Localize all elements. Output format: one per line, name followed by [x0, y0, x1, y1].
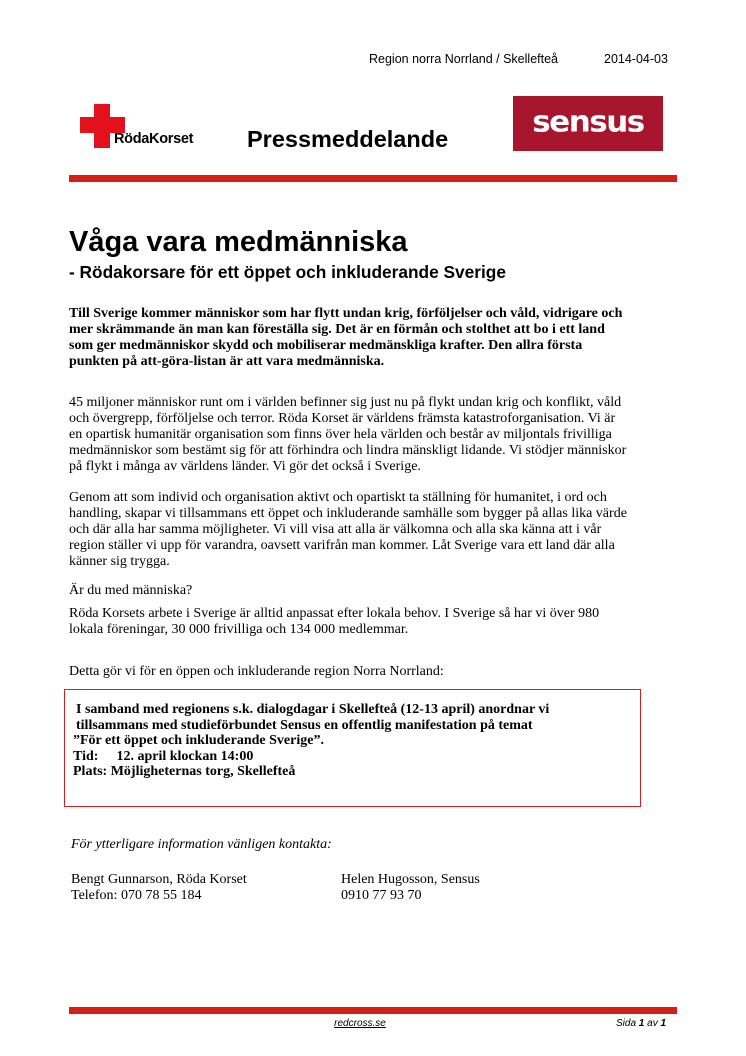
event-place-label: Plats: [73, 764, 108, 779]
text-line: handling, skapar vi tillsammans ett öppet och inkluderande samhälle som bygger på allas lika värde [69, 506, 627, 521]
roda-korset-wordmark: RödaKorset [114, 131, 194, 147]
body-paragraph [69, 490, 689, 570]
text-line: på flykt i många av världens länder. Vi gör det också i Sverige. [69, 459, 421, 474]
contact-phone: 0910 77 93 70 [341, 888, 422, 903]
question-line: Är du med människa? [69, 583, 193, 598]
sensus-logo [513, 96, 663, 151]
text-line: som ger medmänniskor skydd och mobiliserar medmänskliga krafter. Den allra första [69, 338, 583, 353]
body-paragraph [69, 606, 689, 638]
event-place [73, 764, 549, 780]
page-current: 1 [638, 1018, 645, 1029]
date-label: 2014-04-03 [604, 52, 668, 66]
contact-name: Helen Hugosson, Sensus [341, 872, 480, 887]
page-prefix: Sida [616, 1018, 639, 1029]
text-line: mer skrämmande än man kan föreställa sig. Det är en förmån och stolthet att bo i ett land [69, 322, 605, 337]
text-line: 45 miljoner människor runt om i världen befinner sig just nu på flykt undan krig och konflikt, våld [69, 395, 622, 410]
contact-card [71, 872, 247, 904]
sensus-wordmark: sensus [532, 104, 644, 139]
text-line: punkten på att-göra-listan är att vara medmänniska. [69, 354, 385, 369]
contact-card [341, 872, 480, 904]
header-divider [69, 175, 677, 182]
event-time-value: 12. april klockan 14:00 [116, 748, 254, 764]
roda-korset-logo [78, 102, 208, 152]
text-line: och där alla har samma möjligheter. Vi vill visa att alla är välkomna och alla ska känna att i vår [69, 522, 602, 537]
article-title: Våga vara medmänniska [69, 226, 408, 258]
event-time-label: Tid: [73, 748, 99, 764]
text-line: Genom att som individ och organisation aktivt och opartiskt ta ställning för humanitet, i ord och [69, 490, 607, 505]
website-link[interactable]: redcross.se [334, 1018, 386, 1029]
contact-name: Bengt Gunnarson, Röda Korset [71, 872, 247, 887]
text-line: och övergrepp, förföljelse och terror. Röda Korset är världens främsta katastroforganisation. Vi är [69, 411, 616, 426]
text-line: medmänniskor som bestämt sig för att förhindra och lindra mänskligt lidande. Vi stödjer människor [69, 443, 627, 458]
page-total: 1 [660, 1018, 667, 1029]
header-meta [0, 52, 746, 70]
page-number [616, 1018, 666, 1029]
event-line: ”För ett öppet och inkluderande Sverige”. [73, 733, 324, 748]
event-intro: Detta gör vi för en öppen och inkluderande region Norra Norrland: [69, 664, 444, 679]
page-sep: av [644, 1018, 661, 1029]
text-line: Till Sverige kommer människor som har flytt undan krig, förföljelser och våld, vidrigare och [69, 306, 623, 321]
text-line: en opartisk humanitär organisation som finns över hela världen och består av miljontals frivilliga [69, 427, 612, 442]
article-subtitle: - Rödakorsare för ett öppet och inkluderande Sverige [69, 262, 506, 282]
text-line: lokala föreningar, 30 000 frivilliga och 134 000 medlemmar. [69, 622, 409, 637]
event-place-value: Möjligheternas torg, Skellefteå [110, 764, 296, 779]
press-release-title: Pressmeddelande [247, 126, 449, 152]
event-line: tillsammans med studieförbundet Sensus en offentlig manifestation på temat [76, 717, 533, 733]
contact-intro: För ytterligare information vänligen kontakta: [71, 837, 332, 852]
event-line: I samband med regionens s.k. dialogdagar i Skellefteå (12-13 april) anordnar vi [76, 702, 550, 717]
text-line: känner sig trygga. [69, 554, 170, 569]
text-line: region ställer vi upp för varandra, oavsett varifrån man kommer. Låt Sverige vara ett land där alla [69, 538, 615, 553]
region-label: Region norra Norrland / Skellefteå [369, 52, 558, 66]
text-line: Röda Korsets arbete i Sverige är alltid anpassat efter lokala behov. I Sverige så har vi över 980 [69, 606, 600, 621]
event-time [73, 749, 549, 765]
contact-phone: Telefon: 070 78 55 184 [71, 888, 202, 903]
lead-paragraph [69, 306, 689, 370]
body-paragraph [69, 395, 689, 475]
event-info-box [64, 689, 641, 807]
footer-divider [69, 1007, 677, 1014]
